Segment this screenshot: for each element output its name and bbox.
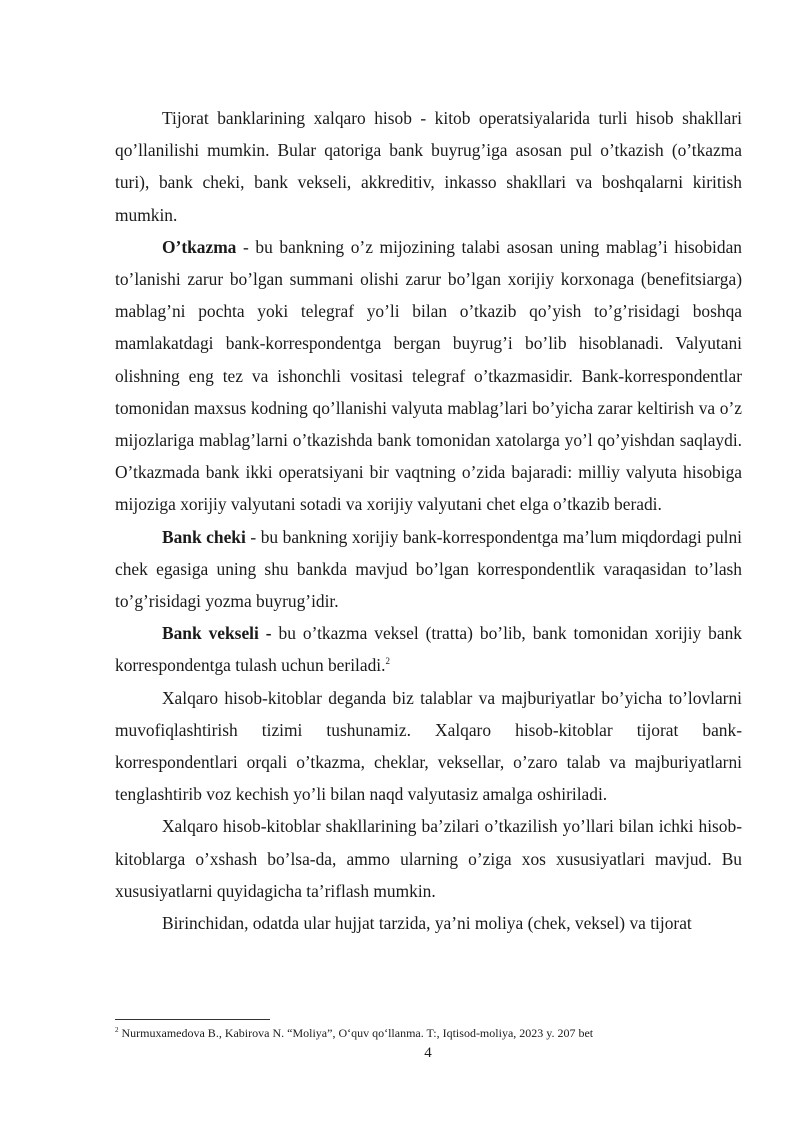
paragraph-bank-vekseli (115, 617, 742, 681)
footnote-text: Nurmuxamedova B., Kabirova N. “Moliya”, O‘quv qo‘llanma. T:, Iqtisod-moliya, 2023 y. 207 bet (118, 1026, 594, 1040)
paragraph-xususiyatlar (115, 810, 742, 907)
footnote-mark: 2 (115, 1026, 119, 1034)
body-text (115, 102, 742, 939)
term-bank-vekseli: Bank vekseli - (162, 623, 272, 644)
paragraph-otkazma (115, 231, 742, 521)
term-otkazma: O’tkazma (162, 236, 237, 257)
page-number: 4 (424, 1045, 432, 1061)
footnote-separator (115, 1019, 270, 1020)
paragraph-text: Xalqaro hisob-kitoblar shakllarining ba’zilari o’tkazilish yo’llari bilan ichki hisob-kitoblarga o’xshash bo’lsa-da, ammo ularning o’ziga xos xususiyatlari mavjud. Bu xususiyatlarni quyidagicha ta’riflash mumkin. (115, 816, 742, 901)
paragraph-text: Xalqaro hisob-kitoblar deganda biz talablar va majburiyatlar bo’yicha to’lovlarni muvofiqlashtirish tizimi tushunamiz. Xalqaro hisob-kitoblar tijorat bank-korrespondentlari orqali o’tkazma, cheklar, veksellar, o’zaro talab va majburiyatlarni tenglashtirib voz kechish yo’li bilan naqd valyutasiz amalga oshiriladi. (115, 687, 742, 805)
paragraph-birinchidan (115, 907, 742, 939)
footnote-reference[interactable]: 2 (385, 656, 390, 667)
paragraph-xalqaro-hisob-kitoblar (115, 682, 742, 811)
paragraph-text: Birinchidan, odatda ular hujjat tarzida, ya’ni moliya (chek, veksel) va tijorat (162, 913, 692, 934)
paragraph-bank-cheki (115, 521, 742, 618)
paragraph-text: - bu bankning o’z mijozining talabi asosan uning mablag’i hisobidan to’lanishi zarur bo’lgan summani olishi zarur bo’lgan xorijiy korxonaga (benefitsiarga) mablag’ni pochta yoki telegraf yo’li bilan o’tkazib qo’yish to’g’risidagi boshqa mamlakatdagi bank-korrespondentga bergan buyrug’i bo’lib hisoblanadi. Valyutani olishning eng tez va ishonchli vositasi telegraf o’tkazmasidir. Bank-korrespondentlar tomonidan maxsus kodning qo’llanishi valyuta mablag’lari bo’yicha zarar keltirish va o’z mijozlariga mablag’larni o’tkazishda bank tomonidan xatolarga yo’l qo’yishdan saqlaydi. O’tkazmada bank ikki operatsiyani bir vaqtning o’zida bajaradi: milliy valyuta hisobiga mijoziga xorijiy valyutani sotadi va xorijiy valyutani chet elga o’tkazib beradi. (115, 236, 742, 515)
footnote (115, 1025, 755, 1041)
paragraph-intro (115, 102, 742, 231)
paragraph-text: - bu bankning xorijiy bank-korrespondentga ma’lum miqdordagi pulni chek egasiga uning shu bankda mavjud bo’lgan korrespondentlik varaqasidan to’lash to’g’risidagi yozma buyrug’idir. (115, 526, 742, 612)
paragraph-text: Tijorat banklarining xalqaro hisob - kitob operatsiyalarida turli hisob shakllari qo’llanilishi mumkin. Bular qatoriga bank buyrug’iga asosan pul o’tkazish (o’tkazma turi), bank cheki, bank vekseli, akkreditiv, inkasso shakllari va boshqalarni kiritish mumkin. (115, 108, 742, 225)
paragraph-text: bu o’tkazma veksel (tratta) bo’lib, bank tomonidan xorijiy bank korrespondentga tulash uchun beriladi. (115, 623, 742, 676)
term-bank-cheki: Bank cheki (162, 526, 246, 547)
